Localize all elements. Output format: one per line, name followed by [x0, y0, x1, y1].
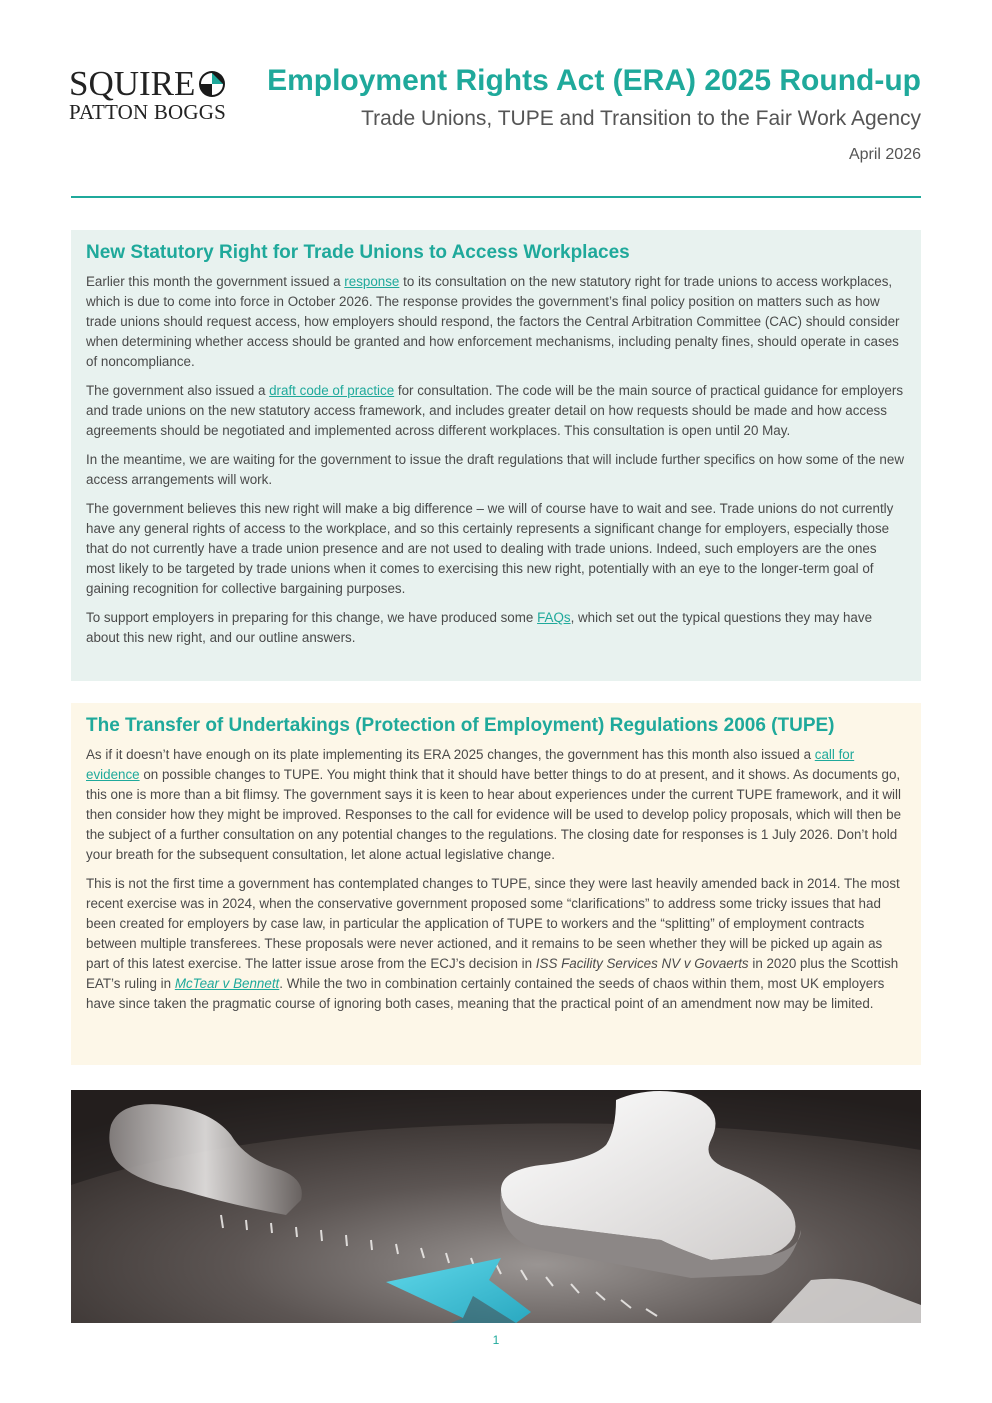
section-tupe — [71, 703, 921, 1065]
response-link[interactable]: response — [344, 274, 400, 289]
paragraph: In the meantime, we are waiting for the government to issue the draft regulations that will include further specifics on how some of the new access arrangements will work. — [86, 452, 904, 487]
paragraph — [86, 745, 907, 865]
faqs-link[interactable]: FAQs — [537, 610, 571, 625]
paragraph — [86, 381, 907, 441]
mctear-case-link[interactable]: McTear v Bennett — [174, 976, 280, 991]
header-divider — [71, 196, 921, 198]
paragraph — [86, 608, 907, 648]
paragraph — [86, 272, 907, 372]
document-subtitle: Trade Unions, TUPE and Transition to the Fair Work Agency — [361, 107, 921, 130]
page-number: 1 — [492, 1333, 500, 1347]
text: for consultation. The code will be the main source of practical guidance for employers and trade unions on the new statutory access framework, and includes greater detail on how requests should be made and how access agreements should be negotiated and implemented across different workplaces. This consultation is open until 20 May. — [86, 383, 904, 438]
text: on possible changes to TUPE. You might think that it should have better things to do at present, and it shows. As documents go, this one is more than a bit flimsy. The government says it is keen to hear about experiences under the current TUPE framework, and it will then consider how they might be improved. Responses to the call for evidence will be used to develop policy proposals, which will then be the subject of a further consultation on any potential changes to the regulations. The closing date for responses is 1 July 2026. Don’t hold your breath for the subsequent consultation, let alone actual legislative change. — [86, 767, 902, 862]
text: , which set out the typical questions they may have about this new right, and our outline answers. — [86, 610, 873, 645]
text: to its consultation on the new statutory right for trade unions to access workplaces, which is due to come into force in October 2026. The response provides the government’s final policy position on matters such as how trade unions should request access, how employers should respond, the factors the Central Arbitration Committee (CAC) should consider when determining whether access should be granted and how enforcement mechanisms, including penalty fines, should operate in cases of noncompliance. — [86, 274, 900, 369]
paragraph — [86, 874, 907, 1014]
illustration-photo — [71, 1090, 921, 1323]
text: As if it doesn’t have enough on its plate implementing its ERA 2025 changes, the government has this month also issued a — [86, 747, 815, 762]
document-title: Employment Rights Act (ERA) 2025 Round-up — [267, 64, 921, 97]
text: . While the two in combination certainly contained the seeds of chaos within them, most UK employers have since taken the pragmatic course of ignoring both cases, meaning that the practical point of an amendment now may be limited. — [86, 976, 885, 1011]
text: in 2020 plus the Scottish EAT’s ruling in — [86, 956, 899, 991]
logo-line1: SQUIRE — [69, 64, 196, 103]
logo-line2: PATTON BOGGS — [69, 100, 227, 124]
text: This is not the first time a government has contemplated changes to TUPE, since they were last heavily amended back in 2014. The most recent exercise was in 2024, when the conservative government proposed some “clarifications” to address some tricky issues that had been created for employers by case law, in particular the application of TUPE to workers and the “splitting” of employment contracts between multiple transferees. These proposals were never actioned, and it remains to be seen whether they will be picked up again as part of this latest exercise. The latter issue arose from the ECJ’s decision in — [86, 876, 900, 971]
document-date: April 2026 — [848, 146, 921, 163]
section-trade-union-access — [71, 230, 921, 681]
case-name: ISS Facility Services NV v Govaerts — [535, 956, 749, 971]
text: The government also issued a — [86, 383, 270, 398]
logo-mark-icon — [198, 70, 226, 98]
text: Earlier this month the government issued a — [86, 274, 345, 289]
section-heading: The Transfer of Undertakings (Protection of Employment) Regulations 2006 (TUPE) — [86, 715, 835, 736]
text: To support employers in preparing for this change, we have produced some — [86, 610, 538, 625]
section-heading: New Statutory Right for Trade Unions to Access Workplaces — [86, 242, 630, 263]
draft-code-link[interactable]: draft code of practice — [269, 383, 395, 398]
call-for-evidence-link[interactable]: call for evidence — [86, 747, 855, 782]
firm-logo — [69, 64, 249, 124]
paragraph: The government believes this new right will make a big difference – we will of course have to wait and see. Trade unions do not currently have any general rights of access to the workplace, and so this certainly represents a significant change for employers, especially those that do not currently have a trade union presence and are not used to dealing with trade unions. Indeed, such employers are the ones most likely to be targeted by trade unions when it comes to exercising this new right, potentially with an eye to the longer-term goal of gaining recognition for collective bargaining purposes. — [86, 501, 894, 596]
